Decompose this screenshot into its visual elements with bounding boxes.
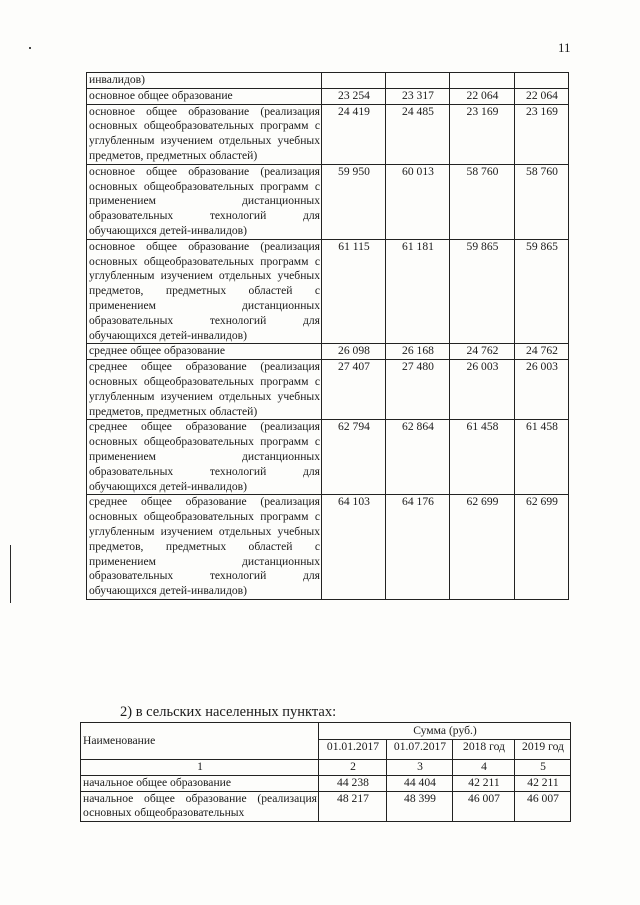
row-value: 23 254: [322, 88, 386, 104]
table-row: [81, 775, 571, 791]
row-value: 59 950: [322, 164, 386, 239]
row-value: [386, 73, 450, 89]
row-name: начальное общее образование: [81, 775, 319, 791]
table-urban-costs: [86, 72, 569, 600]
col-number-2: 2: [319, 760, 387, 776]
row-value: 61 458: [450, 420, 515, 495]
table-row: [87, 420, 569, 495]
row-value: 44 404: [387, 775, 453, 791]
row-value: 58 760: [450, 164, 515, 239]
row-value: [515, 73, 569, 89]
scan-speck: [29, 47, 31, 49]
row-value: 23 169: [515, 104, 569, 164]
header-sum: Сумма (руб.): [319, 723, 571, 740]
row-value: 26 098: [322, 344, 386, 360]
table-row: [87, 104, 569, 164]
row-name: среднее общее образование (реализация основных общеобразовательных программ с углубленным изучением отдельных учебных предметов, предметных областей): [87, 360, 322, 420]
row-value: [450, 73, 515, 89]
table-row: [87, 360, 569, 420]
table-rural-costs: [80, 722, 571, 822]
table-row: [87, 88, 569, 104]
table-row: [87, 344, 569, 360]
table-row: [81, 791, 571, 822]
column-number-row: [81, 760, 571, 776]
row-value: 44 238: [319, 775, 387, 791]
row-value: 48 399: [387, 791, 453, 822]
row-value: 26 168: [386, 344, 450, 360]
row-value: 42 211: [453, 775, 515, 791]
row-value: 24 762: [450, 344, 515, 360]
table-header-row: [81, 723, 571, 740]
row-name: среднее общее образование (реализация основных общеобразовательных программ с применением дистанционных образовательных технологий для обучающихся детей-инвалидов): [87, 420, 322, 495]
row-value: 23 317: [386, 88, 450, 104]
row-value: 60 013: [386, 164, 450, 239]
row-value: 22 064: [450, 88, 515, 104]
col-number-5: 5: [515, 760, 571, 776]
row-value: 58 760: [515, 164, 569, 239]
header-name: Наименование: [81, 723, 319, 760]
row-value: 26 003: [450, 360, 515, 420]
row-name: основное общее образование (реализация основных общеобразовательных программ с углубленным изучением отдельных учебных предметов, предметных областей с применением дистанционных образовательных технологий для обучающихся детей-инвалидов): [87, 239, 322, 344]
row-value: 48 217: [319, 791, 387, 822]
row-value: 27 407: [322, 360, 386, 420]
row-value: 27 480: [386, 360, 450, 420]
row-value: 64 176: [386, 495, 450, 600]
header-date-2: 01.07.2017: [387, 740, 453, 760]
row-value: 24 419: [322, 104, 386, 164]
row-value: 62 794: [322, 420, 386, 495]
section-title-rural: 2) в сельских населенных пунктах:: [120, 704, 337, 720]
row-value: 22 064: [515, 88, 569, 104]
col-number-1: 1: [81, 760, 319, 776]
row-name: основное общее образование (реализация основных общеобразовательных программ с углубленным изучением отдельных учебных предметов, предметных областей): [87, 104, 322, 164]
row-name: среднее общее образование: [87, 344, 322, 360]
col-number-3: 3: [387, 760, 453, 776]
row-value: 46 007: [515, 791, 571, 822]
row-value: 46 007: [453, 791, 515, 822]
header-date-1: 01.01.2017: [319, 740, 387, 760]
table-row: [87, 73, 569, 89]
row-value: 59 865: [450, 239, 515, 344]
row-value: 23 169: [450, 104, 515, 164]
table-row: [87, 239, 569, 344]
col-number-4: 4: [453, 760, 515, 776]
row-value: 61 181: [386, 239, 450, 344]
row-value: 64 103: [322, 495, 386, 600]
row-value: [322, 73, 386, 89]
header-date-4: 2019 год: [515, 740, 571, 760]
row-value: 62 864: [386, 420, 450, 495]
row-value: 61 115: [322, 239, 386, 344]
row-name: начальное общее образование (реализация основных общеобразовательных: [81, 791, 319, 822]
table-row: [87, 495, 569, 600]
row-name: основное общее образование (реализация основных общеобразовательных программ с применением дистанционных образовательных технологий для обучающихся детей-инвалидов): [87, 164, 322, 239]
row-value: 42 211: [515, 775, 571, 791]
row-name: инвалидов): [87, 73, 322, 89]
row-value: 61 458: [515, 420, 569, 495]
row-value: 24 485: [386, 104, 450, 164]
scan-margin-line: [10, 545, 11, 603]
row-value: 24 762: [515, 344, 569, 360]
row-value: 59 865: [515, 239, 569, 344]
page-number: 11: [558, 40, 571, 55]
header-date-3: 2018 год: [453, 740, 515, 760]
row-value: 26 003: [515, 360, 569, 420]
table-row: [87, 164, 569, 239]
row-name: основное общее образование: [87, 88, 322, 104]
row-value: 62 699: [450, 495, 515, 600]
row-name: среднее общее образование (реализация основных общеобразовательных программ с углубленным изучением отдельных учебных предметов, предметных областей с применением дистанционных образовательных технологий для обучающихся детей-инвалидов): [87, 495, 322, 600]
row-value: 62 699: [515, 495, 569, 600]
